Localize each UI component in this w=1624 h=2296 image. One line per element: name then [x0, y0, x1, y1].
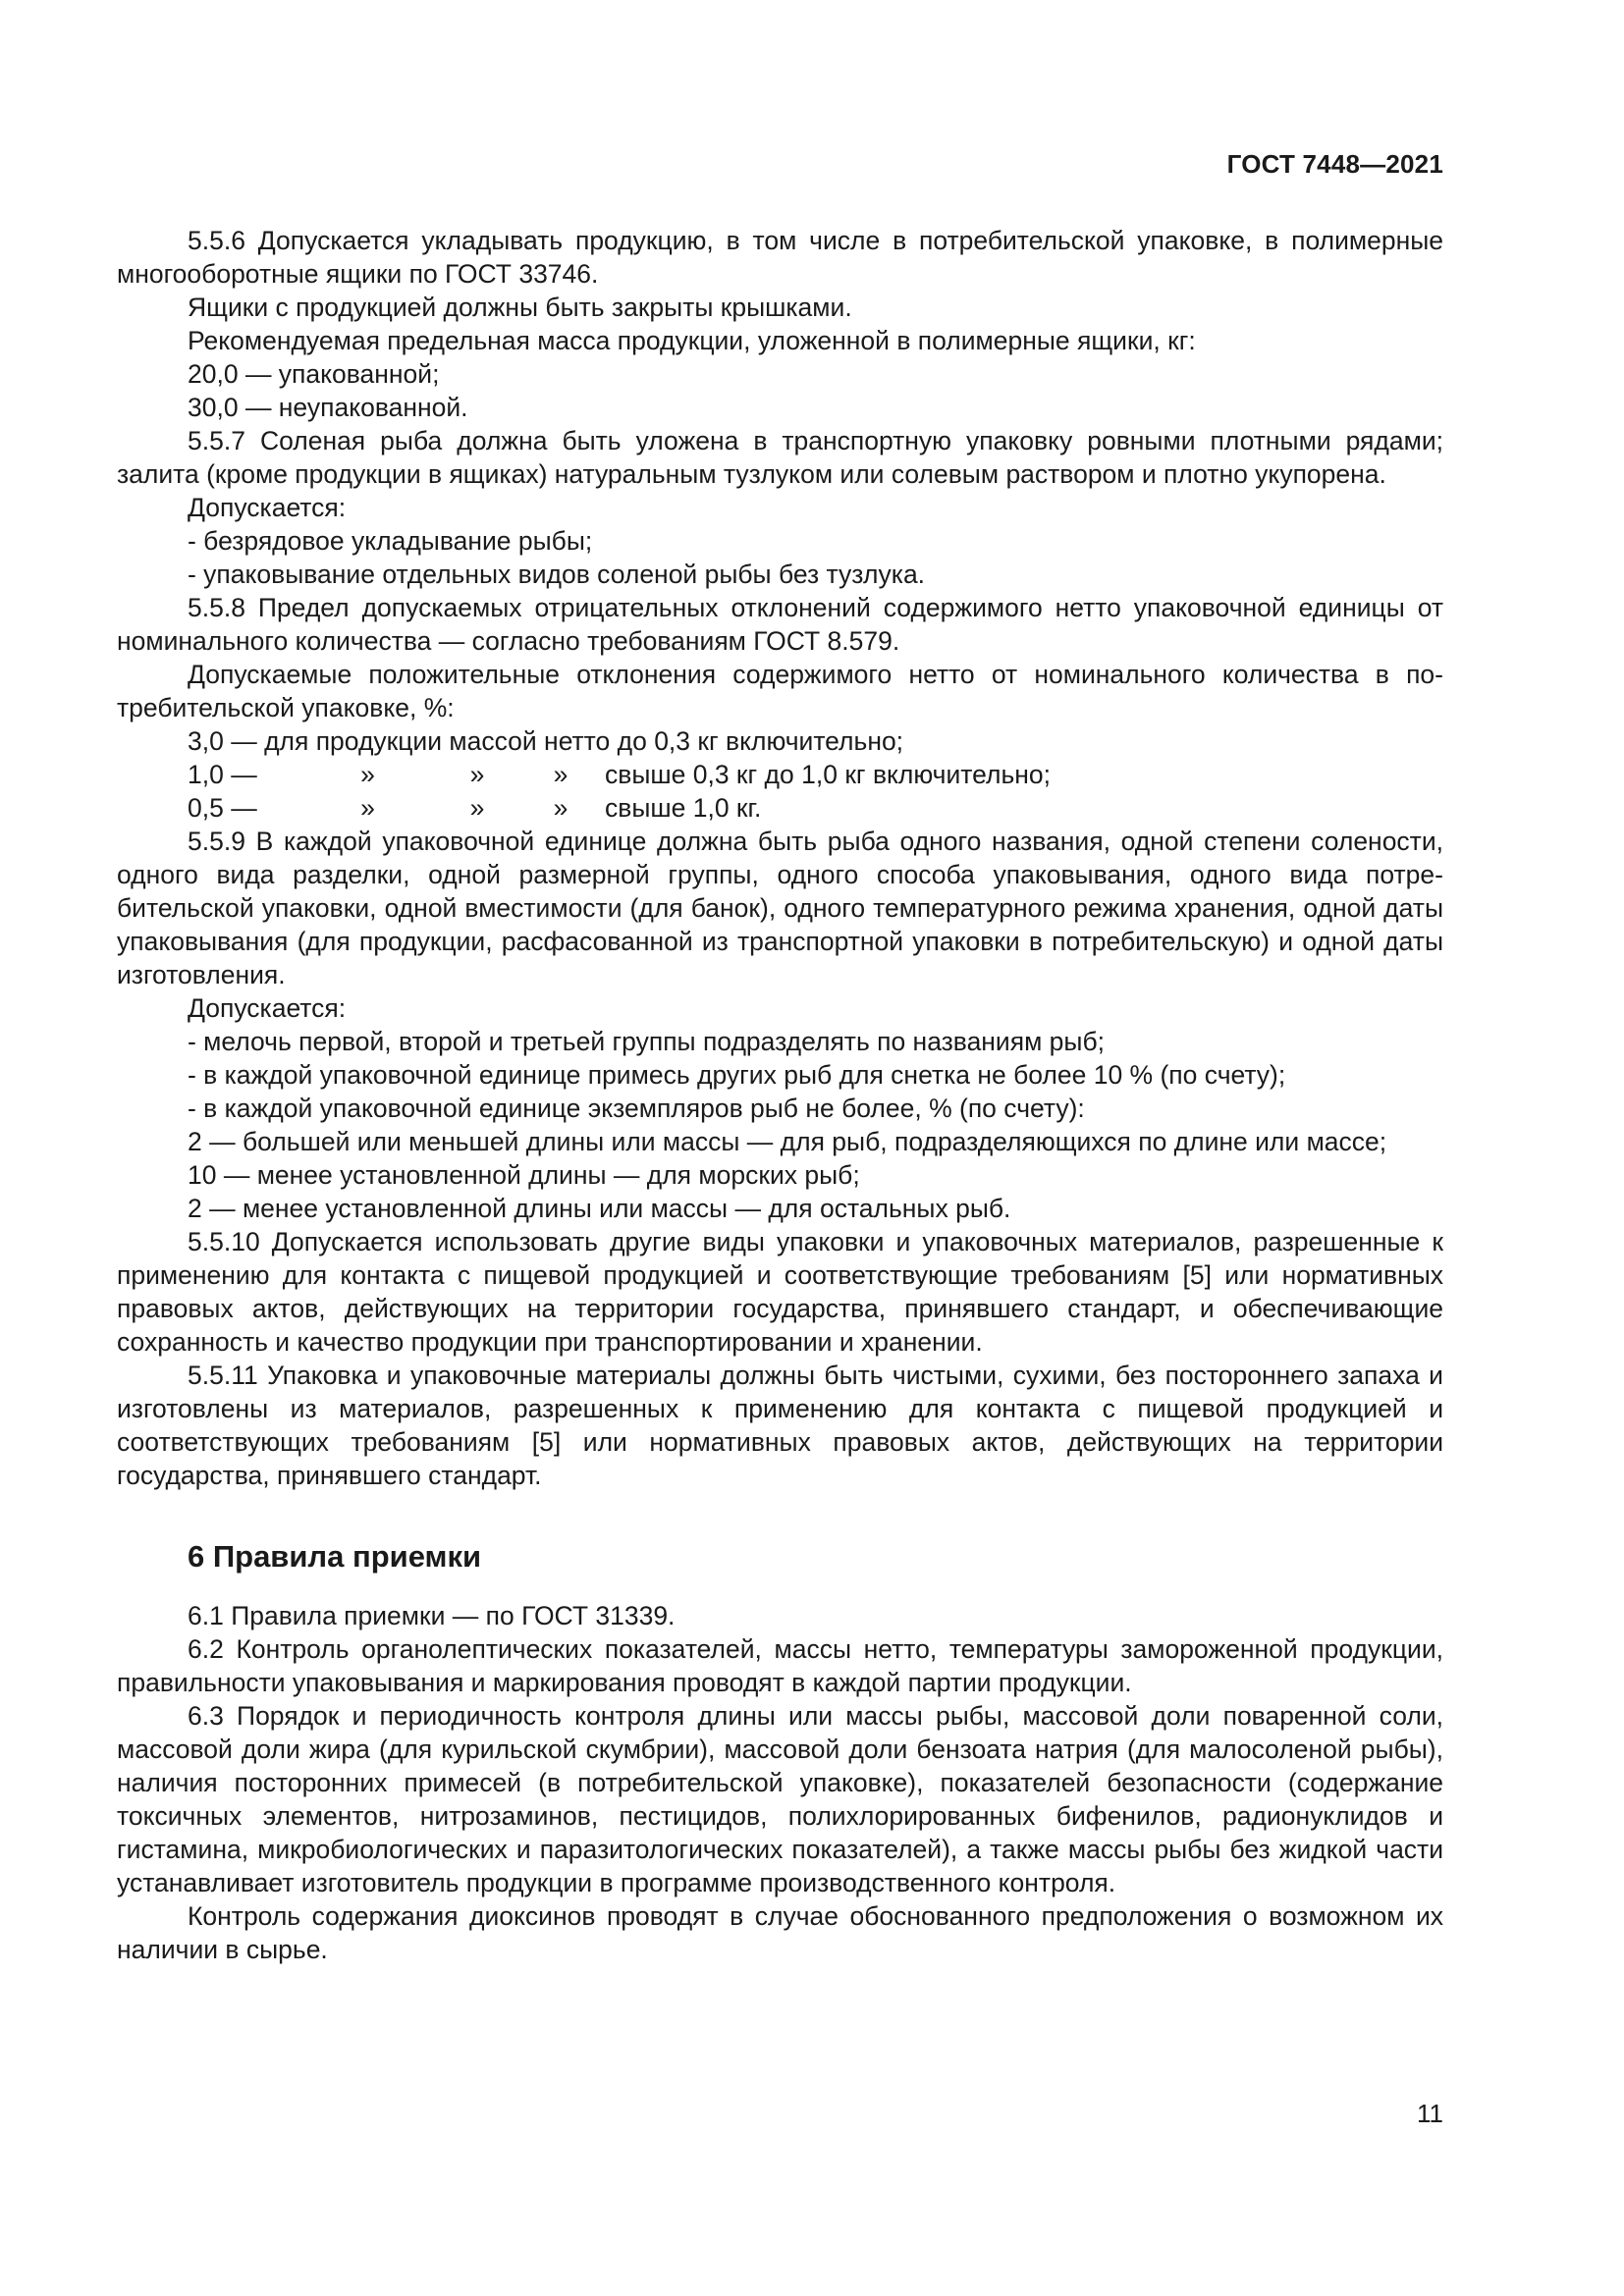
paragraph-6-1: 6.1 Правила приемки — по ГОСТ 31339.: [188, 1601, 676, 1630]
paragraph: Контроль содержания диоксинов проводят в случае обоснованного предположения о возможном их наличии в сырье.: [117, 1901, 1443, 1964]
ditto-mark: »: [360, 760, 375, 789]
list-item: 10 — менее установленной длины — для морских рыб;: [188, 1160, 860, 1190]
deviation-value: 0,5 —: [188, 793, 257, 823]
paragraph-5-5-11: 5.5.11 Упаковка и упаковочные материалы должны быть чистыми, сухими, без постороннего запаха и изготовлены из материалов, разрешенных к применению для контакта с пищевой продукцией и соответствующих требованиям [5] или нормативных правовых актов, действующих на территории государства, принявшего стандарт.: [117, 1361, 1443, 1490]
list-item: 2 — большей или меньшей длины или массы — для рыб, подразделяющихся по длине или массе;: [188, 1127, 1387, 1156]
list-item: - в каждой упаковочной единице экземпляров рыб не более, % (по счету):: [188, 1094, 1085, 1123]
ditto-mark: »: [553, 793, 568, 823]
paragraph-5-5-7: 5.5.7 Соленая рыба должна быть уложена в транспортную упаковку ровными плотными рядами; залита (кроме продукции в ящиках) натуральным тузлуком или солевым раствором и плотно укупорена.: [117, 426, 1443, 489]
ditto-mark: »: [360, 793, 375, 823]
paragraph-5-5-8: 5.5.8 Предел допускаемых отрицательных отклонений содержимого нетто упаковочной единицы от номинального количества — согласно требованиям ГОСТ 8.579.: [117, 593, 1443, 656]
deviation-row: [117, 791, 1443, 825]
list-item: - безрядовое укладывание рыбы;: [188, 526, 593, 556]
paragraph: Допускаемые положительные отклонения содержимого нетто от номинального количества в потребительской упаковке, %:: [117, 660, 1443, 722]
page-number: 11: [1417, 2099, 1443, 2128]
deviation-text: свыше 0,3 кг до 1,0 кг включительно;: [605, 760, 1051, 789]
list-item: 30,0 — неупакованной.: [188, 393, 468, 422]
paragraph-5-5-6: 5.5.6 Допускается укладывать продукцию, в том числе в потребительской упаковке, в полимерные многооборотные ящики по ГОСТ 33746.: [117, 226, 1443, 289]
list-item: - мелочь первой, второй и третьей группы подразделять по названиям рыб;: [188, 1027, 1105, 1056]
list-item: - упаковывание отдельных видов соленой рыбы без тузлука.: [188, 560, 926, 589]
ditto-mark: »: [469, 793, 485, 823]
paragraph-5-5-9: 5.5.9 В каждой упаковочной единице должна быть рыба одного названия, одной степени солености, одного вида разделки, одной размерной группы, одного способа упаковывания, одного вида потребительской упаковки, одной вместимости (для банок), одного температурного режима хранения, одной даты упаковывания (для продукции, расфасованной из транспортной упаковки в потребительскую) и одной даты изготовления.: [117, 827, 1443, 989]
paragraph: Допускается:: [188, 993, 347, 1023]
paragraph-6-3: 6.3 Порядок и периодичность контроля длины или массы рыбы, массовой доли поваренной соли, массовой доли жира (для курильской скумбрии), массовой доли бензоата натрия (для малосоленой рыбы), наличия посторонних примесей (в потребительской упаковке), показателей безопасности (содержание токсичных элементов, нитрозаминов, пестицидов, полихлорированных бифенилов, радионуклидов и гистамина, микробиологических и паразитологических показателей), а также массы рыбы без жидкой части устанавливает изготовитель продукции в программе производственного контроля.: [117, 1701, 1443, 1897]
paragraph-5-5-10: 5.5.10 Допускается использовать другие виды упаковки и упаковочных материалов, разрешенные к применению для контакта с пищевой продукцией и соответствующие требованиям [5] или нормативных правовых актов, действующих на территории государства, принявшего стандарт, и обеспечивающие сохранность и качество продукции при транспортировании и хранении.: [117, 1227, 1443, 1357]
list-item: 2 — менее установленной длины или массы — для остальных рыб.: [188, 1194, 1011, 1223]
deviation-value: 1,0 —: [188, 760, 257, 789]
document-header-id: ГОСТ 7448—2021: [1226, 149, 1443, 179]
section-title: 6 Правила приемки: [188, 1539, 482, 1574]
ditto-mark: »: [469, 760, 485, 789]
paragraph: Рекомендуемая предельная масса продукции, уложенной в полимерные ящики, кг:: [188, 326, 1196, 355]
list-item: - в каждой упаковочной единице примесь других рыб для снетка не более 10 % (по счету);: [188, 1060, 1286, 1090]
deviation-row: [117, 758, 1443, 791]
paragraph: Допускается:: [188, 493, 347, 522]
paragraph: Ящики с продукцией должны быть закрыты крышками.: [188, 293, 852, 322]
deviation-text: свыше 1,0 кг.: [605, 793, 762, 823]
ditto-mark: »: [553, 760, 568, 789]
document-body: [117, 224, 1443, 1966]
list-item: 3,0 — для продукции массой нетто до 0,3 кг включительно;: [188, 726, 904, 756]
paragraph-6-2: 6.2 Контроль органолептических показателей, массы нетто, температуры замороженной продукции, правильности упаковывания и маркирования проводят в каждой партии продукции.: [117, 1634, 1443, 1697]
list-item: 20,0 — упакованной;: [188, 359, 440, 389]
